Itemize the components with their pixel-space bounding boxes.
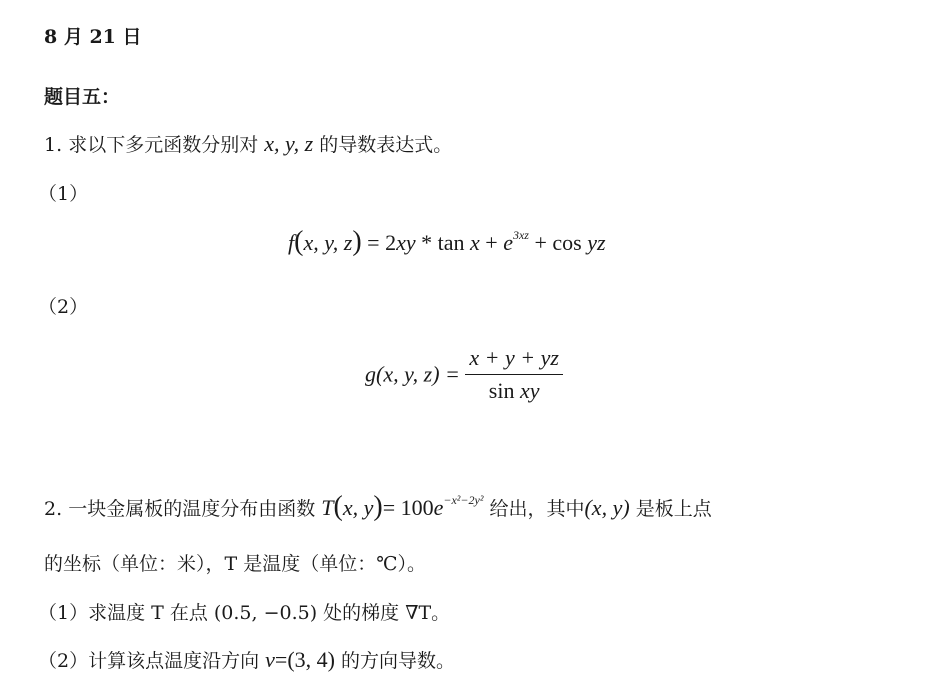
q2-func-eq: = 100 [382, 495, 434, 520]
subquestion-2 [38, 646, 455, 673]
q2-func-exponent: −x²−2y² [443, 493, 484, 507]
part-1-label: （1） [38, 183, 89, 205]
equation-1: f(x, y, $z) = 2xy * \tan x + e^{3xz} + \cos$ yz [288, 226, 606, 257]
subquestion-1-text: 求温度 T 在点 (0.5, −0.5) 处的梯度 ∇T。 [88, 602, 451, 624]
subquestion-1 [38, 598, 450, 625]
subquestion-2-vector: =(3, 4) [274, 647, 335, 672]
q2-coords: (x, y) [584, 495, 630, 520]
subquestion-2-label: （2） [38, 650, 89, 672]
eq1-mid: * tan [415, 230, 471, 255]
eq1-e: e [503, 230, 513, 255]
eq1-f: f [288, 230, 295, 255]
eq1-tail: + cos [528, 230, 588, 255]
subquestion-2-v: v [265, 647, 275, 672]
eq1-args: x, y, z [303, 230, 353, 255]
subquestion-1-label: （1） [38, 602, 89, 624]
q2-func-T: T [321, 495, 334, 520]
eq1-exponent: 3xz [512, 228, 529, 242]
question-2-text-after: 给出，其中 [489, 498, 585, 520]
question-2-text-end: 是板上点 [635, 498, 712, 520]
eq2-den-fn: sin [488, 378, 520, 403]
eq1-rhs-pre: = 2 [367, 230, 397, 255]
question-2-number: 2. [44, 498, 63, 520]
eq1-yz: yz [587, 230, 606, 255]
question-2-text-before: 一块金属板的温度分布由函数 [68, 498, 316, 520]
eq2-numerator: x + y + yz [465, 345, 563, 375]
question-1-vars: x, y, z [264, 131, 314, 156]
date-heading: 8 月 21 日 [44, 26, 142, 48]
eq1-xy: xy [396, 230, 416, 255]
question-2-line-2: 的坐标（单位：米），T 是温度（单位：℃）。 [44, 553, 426, 575]
part-2-label: （2） [38, 296, 89, 318]
question-2-prompt: 2. 一块金属板的温度分布由函数 T(x, $y)= 100e^{-x^2-2y^2}$ 给出，其中(x, y) 是板上点 [44, 491, 712, 522]
eq2-fraction [465, 345, 563, 404]
equation-2 [365, 345, 563, 404]
eq1-x: x [470, 230, 480, 255]
subquestion-2-text-pre: 计算该点温度沿方向 [88, 650, 260, 672]
question-1-text-after: 的导数表达式。 [319, 134, 453, 156]
section-title: 题目五： [44, 86, 121, 108]
question-1-number: 1. [44, 134, 63, 156]
question-1-text-before: 求以下多元函数分别对 [68, 134, 259, 156]
q2-func-e: e [433, 495, 444, 520]
eq2-den-var: xy [519, 378, 540, 403]
eq1-plus: + [479, 230, 504, 255]
q2-func-args: x, y [342, 495, 374, 520]
eq2-lhs: g(x, y, z) = [365, 361, 460, 387]
subquestion-2-text-post: 的方向导数。 [341, 650, 456, 672]
question-1-prompt [44, 130, 452, 157]
